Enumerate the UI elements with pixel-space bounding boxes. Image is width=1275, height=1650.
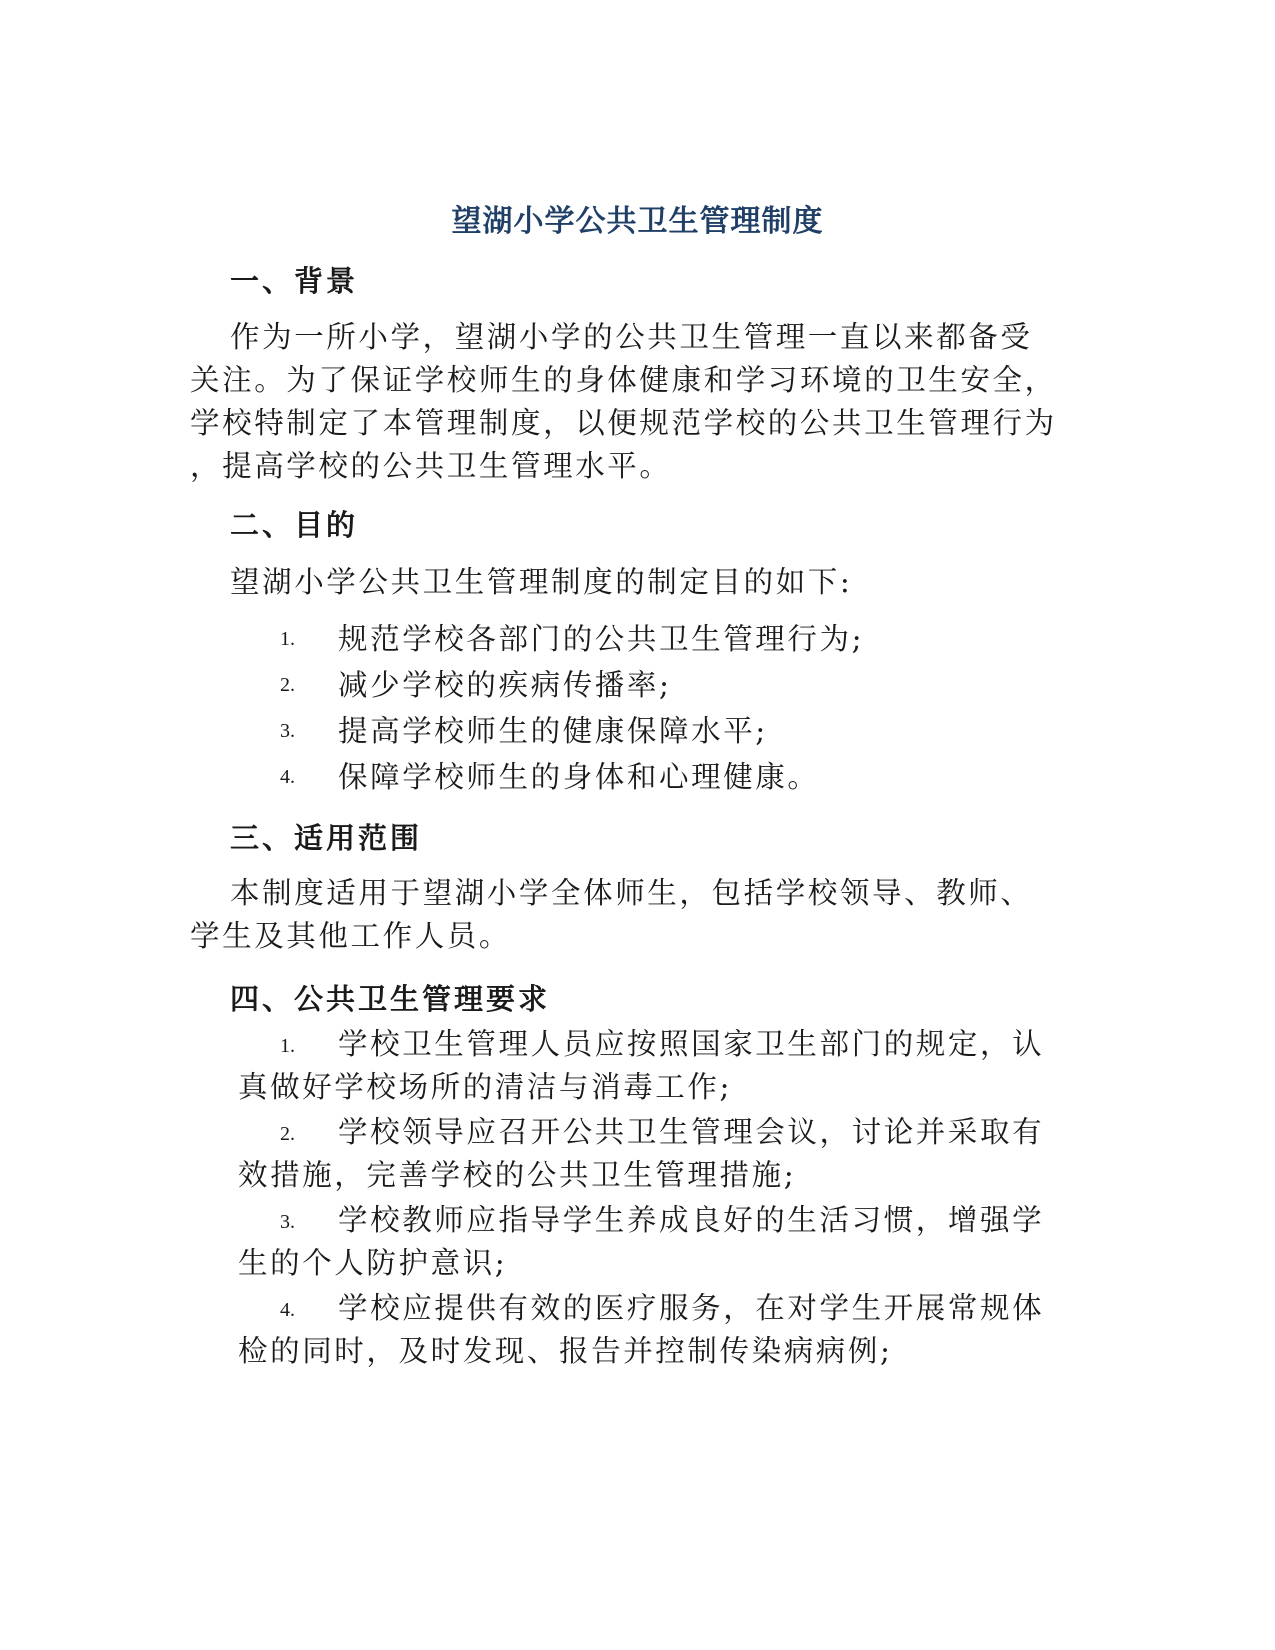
list-item-text: 生的个人防护意识;	[238, 1246, 508, 1280]
list-number: 4.	[280, 1299, 295, 1321]
list-item-text: 规范学校各部门的公共卫生管理行为;	[338, 622, 865, 656]
list-number: 2.	[280, 1123, 295, 1145]
section-heading-requirements: 四、公共卫生管理要求	[230, 982, 551, 1016]
list-item-text: 学校领导应召开公共卫生管理会议，讨论并采取有	[338, 1115, 1045, 1149]
list-number: 3.	[280, 720, 295, 742]
list-number: 1.	[280, 1035, 295, 1057]
list-item-text: 提高学校师生的健康保障水平;	[338, 714, 768, 748]
list-number: 1.	[280, 628, 295, 650]
purpose-intro	[190, 561, 1090, 604]
section-heading-background: 一、背景	[230, 264, 359, 298]
paragraph-line: 学生及其他工作人员。	[190, 919, 512, 953]
scope-paragraph	[190, 872, 1090, 958]
list-item-text: 真做好学校场所的清洁与消毒工作;	[238, 1070, 733, 1104]
list-number: 2.	[280, 674, 295, 696]
document-title: 望湖小学公共卫生管理制度	[451, 204, 824, 239]
list-item-text: 保障学校师生的身体和心理健康。	[338, 760, 820, 794]
section-heading-purpose: 二、目的	[230, 508, 359, 542]
background-paragraph	[190, 316, 1090, 488]
list-item-text: 学校应提供有效的医疗服务，在对学生开展常规体	[338, 1291, 1045, 1325]
section-heading-scope: 三、适用范围	[230, 821, 423, 855]
list-item-text: 检的同时，及时发现、报告并控制传染病病例;	[238, 1334, 893, 1368]
paragraph-line: 学校特制定了本管理制度，以便规范学校的公共卫生管理行为	[190, 406, 1057, 440]
paragraph-line: 关注。为了保证学校师生的身体健康和学习环境的卫生安全，	[190, 363, 1057, 397]
list-item-text: 减少学校的疾病传播率;	[338, 668, 672, 702]
paragraph-line: ，提高学校的公共卫生管理水平。	[190, 449, 672, 483]
paragraph-line: 本制度适用于望湖小学全体师生，包括学校领导、教师、	[230, 876, 1033, 910]
list-item-text: 学校卫生管理人员应按照国家卫生部门的规定，认	[338, 1027, 1045, 1061]
paragraph-line: 作为一所小学，望湖小学的公共卫生管理一直以来都备受	[230, 320, 1033, 354]
paragraph-line: 望湖小学公共卫生管理制度的制定目的如下:	[230, 565, 853, 599]
list-item-text: 学校教师应指导学生养成良好的生活习惯，增强学	[338, 1203, 1045, 1237]
list-number: 4.	[280, 766, 295, 788]
list-item-text: 效措施，完善学校的公共卫生管理措施;	[238, 1158, 797, 1192]
list-number: 3.	[280, 1211, 295, 1233]
